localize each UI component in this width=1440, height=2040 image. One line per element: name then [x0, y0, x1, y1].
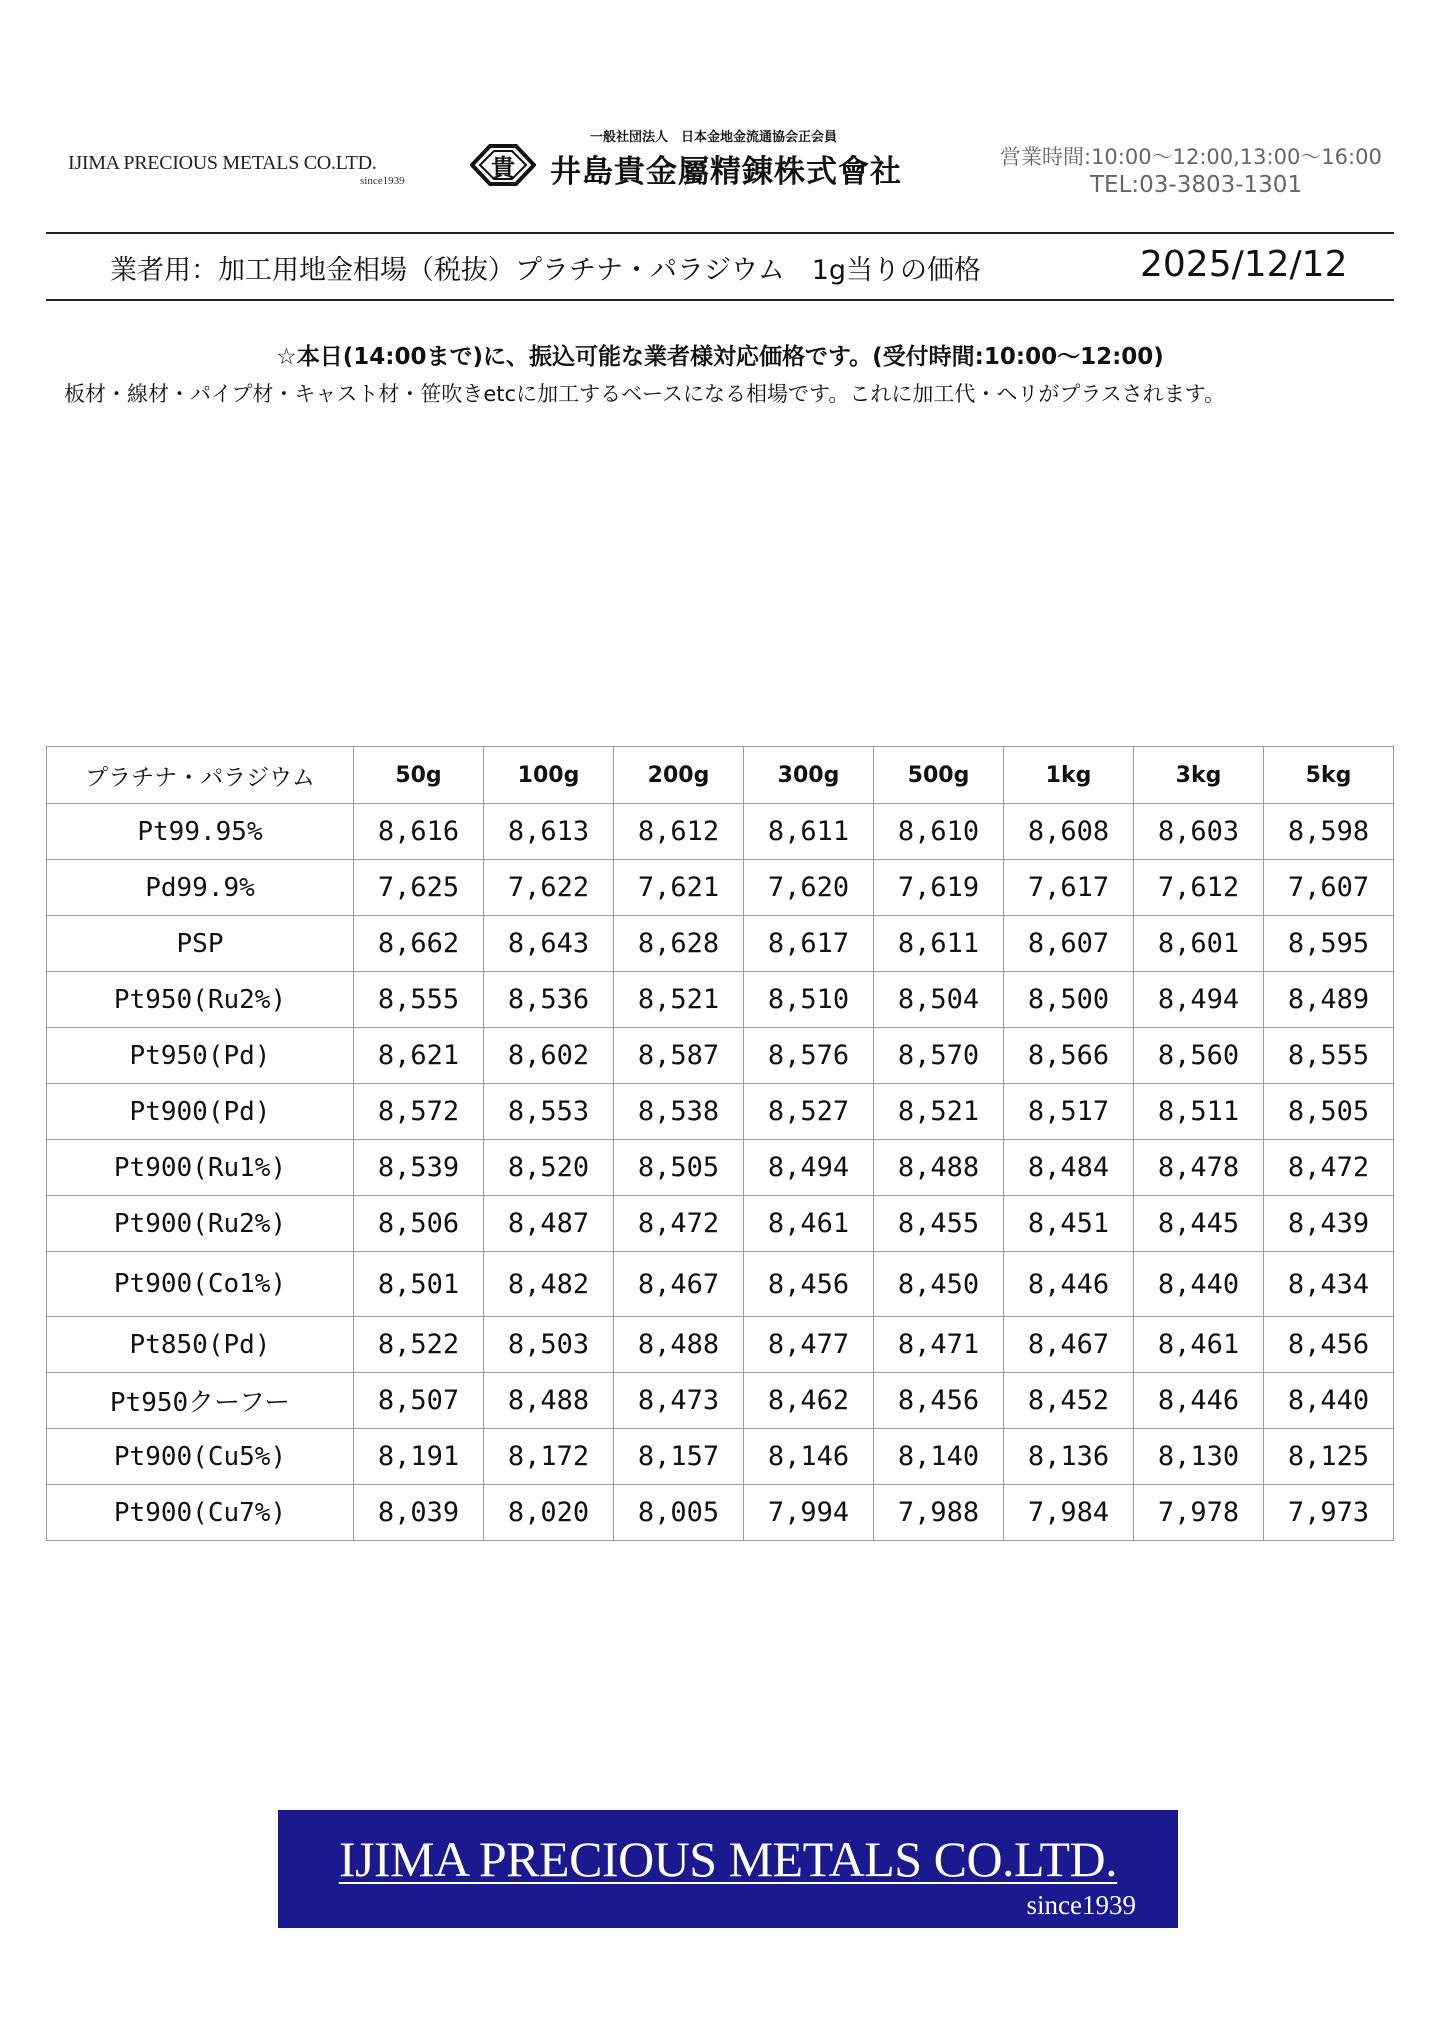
footer-since: since1939 [1026, 1890, 1136, 1920]
price-cell: 8,612 [614, 804, 744, 860]
price-cell: 8,489 [1264, 972, 1394, 1028]
price-cell: 8,440 [1134, 1252, 1264, 1317]
table-row [47, 1084, 1394, 1140]
price-cell: 8,446 [1004, 1252, 1134, 1317]
metal-name-cell: Pt850(Pd) [47, 1317, 354, 1373]
price-cell: 8,487 [484, 1196, 614, 1252]
table-row [47, 916, 1394, 972]
price-cell: 8,601 [1134, 916, 1264, 972]
price-cell: 7,621 [614, 860, 744, 916]
price-cell: 8,146 [744, 1429, 874, 1485]
price-cell: 8,467 [1004, 1317, 1134, 1373]
price-cell: 7,607 [1264, 860, 1394, 916]
price-cell: 8,461 [1134, 1317, 1264, 1373]
price-cell: 8,603 [1134, 804, 1264, 860]
table-row [47, 1140, 1394, 1196]
price-cell: 8,607 [1004, 916, 1134, 972]
table-row [47, 860, 1394, 916]
price-cell: 8,621 [354, 1028, 484, 1084]
price-cell: 8,484 [1004, 1140, 1134, 1196]
metal-name-cell: Pt900(Ru2%) [47, 1196, 354, 1252]
table-row [47, 1317, 1394, 1373]
price-cell: 7,622 [484, 860, 614, 916]
metal-name-cell: Pt99.95% [47, 804, 354, 860]
price-cell: 8,610 [874, 804, 1004, 860]
price-cell: 8,616 [354, 804, 484, 860]
price-cell: 8,473 [614, 1373, 744, 1429]
price-cell: 8,504 [874, 972, 1004, 1028]
price-cell: 8,576 [744, 1028, 874, 1084]
price-cell: 8,521 [614, 972, 744, 1028]
price-table [46, 746, 1394, 1541]
logo-character: 貴 [491, 154, 515, 182]
price-cell: 7,619 [874, 860, 1004, 916]
table-row [47, 1429, 1394, 1485]
brand-since: since1939 [360, 175, 405, 187]
price-cell: 8,020 [484, 1485, 614, 1541]
price-cell: 8,505 [614, 1140, 744, 1196]
price-cell: 8,566 [1004, 1028, 1134, 1084]
business-hours: 営業時間:10:00〜12:00,13:00〜16:00 [1000, 145, 1382, 169]
price-cell: 8,445 [1134, 1196, 1264, 1252]
price-cell: 8,039 [354, 1485, 484, 1541]
telephone-number: TEL:03-3803-1301 [1090, 172, 1303, 198]
price-cell: 8,478 [1134, 1140, 1264, 1196]
price-cell: 8,536 [484, 972, 614, 1028]
price-cell: 8,462 [744, 1373, 874, 1429]
metal-name-cell: Pt950(Ru2%) [47, 972, 354, 1028]
price-cell: 8,553 [484, 1084, 614, 1140]
price-cell: 7,620 [744, 860, 874, 916]
table-row [47, 1028, 1394, 1084]
company-name-japanese: 井島貴金屬精錬株式會社 [550, 154, 902, 190]
price-cell: 8,521 [874, 1084, 1004, 1140]
price-cell: 8,452 [1004, 1373, 1134, 1429]
table-row [47, 972, 1394, 1028]
price-cell: 7,617 [1004, 860, 1134, 916]
column-header-metal: プラチナ・パラジウム [47, 747, 354, 804]
price-cell: 8,555 [354, 972, 484, 1028]
price-cell: 8,520 [484, 1140, 614, 1196]
price-cell: 8,608 [1004, 804, 1134, 860]
price-cell: 8,456 [744, 1252, 874, 1317]
column-header-weight: 1kg [1004, 747, 1134, 804]
price-cell: 8,643 [484, 916, 614, 972]
price-cell: 8,538 [614, 1084, 744, 1140]
price-cell: 8,517 [1004, 1084, 1134, 1140]
price-cell: 8,136 [1004, 1429, 1134, 1485]
price-cell: 8,628 [614, 916, 744, 972]
brand-name-english: IJIMA PRECIOUS METALS CO.LTD. [68, 152, 377, 174]
price-cell: 7,625 [354, 860, 484, 916]
column-header-weight: 3kg [1134, 747, 1264, 804]
title-top-rule [46, 232, 1394, 234]
metal-name-cell: Pt900(Ru1%) [47, 1140, 354, 1196]
price-cell: 8,446 [1134, 1373, 1264, 1429]
metal-name-cell: Pt900(Cu5%) [47, 1429, 354, 1485]
price-date: 2025/12/12 [1140, 244, 1348, 285]
price-cell: 8,598 [1264, 804, 1394, 860]
price-cell: 8,451 [1004, 1196, 1134, 1252]
price-cell: 8,527 [744, 1084, 874, 1140]
price-cell: 8,617 [744, 916, 874, 972]
price-cell: 8,005 [614, 1485, 744, 1541]
price-cell: 8,140 [874, 1429, 1004, 1485]
notice-primary: ☆本日(14:00まで)に、振込可能な業者様対応価格です。(受付時間:10:00〜12:00) [276, 344, 1164, 370]
price-cell: 8,507 [354, 1373, 484, 1429]
price-cell: 8,505 [1264, 1084, 1394, 1140]
column-header-weight: 200g [614, 747, 744, 804]
price-cell: 8,510 [744, 972, 874, 1028]
price-cell: 8,472 [614, 1196, 744, 1252]
footer-company-name: IJIMA PRECIOUS METALS CO.LTD. [338, 1831, 1118, 1887]
price-cell: 7,984 [1004, 1485, 1134, 1541]
price-cell: 8,439 [1264, 1196, 1394, 1252]
price-cell: 7,994 [744, 1485, 874, 1541]
price-cell: 8,501 [354, 1252, 484, 1317]
price-cell: 8,662 [354, 916, 484, 972]
column-header-weight: 5kg [1264, 747, 1394, 804]
price-cell: 8,572 [354, 1084, 484, 1140]
price-cell: 8,125 [1264, 1429, 1394, 1485]
price-cell: 8,456 [874, 1373, 1004, 1429]
price-cell: 8,440 [1264, 1373, 1394, 1429]
price-cell: 8,611 [744, 804, 874, 860]
price-cell: 8,157 [614, 1429, 744, 1485]
price-cell: 8,613 [484, 804, 614, 860]
metal-name-cell: Pt900(Co1%) [47, 1252, 354, 1317]
price-table-body [47, 804, 1394, 1541]
metal-name-cell: PSP [47, 916, 354, 972]
table-row [47, 1373, 1394, 1429]
footer-logo-banner [278, 1810, 1178, 1928]
price-cell: 8,488 [874, 1140, 1004, 1196]
price-cell: 8,570 [874, 1028, 1004, 1084]
price-cell: 8,511 [1134, 1084, 1264, 1140]
price-cell: 7,978 [1134, 1485, 1264, 1541]
price-cell: 8,522 [354, 1317, 484, 1373]
price-cell: 7,988 [874, 1485, 1004, 1541]
column-header-weight: 300g [744, 747, 874, 804]
price-cell: 8,450 [874, 1252, 1004, 1317]
metal-name-cell: Pt900(Pd) [47, 1084, 354, 1140]
price-cell: 8,461 [744, 1196, 874, 1252]
price-cell: 8,602 [484, 1028, 614, 1084]
price-cell: 8,455 [874, 1196, 1004, 1252]
price-table-header-row [47, 747, 1394, 804]
page-title: 業者用：加工用地金相場（税抜）プラチナ・パラジウム 1g当りの価格 [110, 255, 982, 286]
price-cell: 8,488 [614, 1317, 744, 1373]
table-row [47, 1196, 1394, 1252]
price-cell: 8,488 [484, 1373, 614, 1429]
price-cell: 8,130 [1134, 1429, 1264, 1485]
association-membership: 一般社団法人 日本金地金流通協会正会員 [590, 130, 838, 145]
metal-name-cell: Pt950クーフー [47, 1373, 354, 1429]
price-cell: 8,172 [484, 1429, 614, 1485]
metal-name-cell: Pt900(Cu7%) [47, 1485, 354, 1541]
table-row [47, 804, 1394, 860]
company-logo-icon [470, 142, 536, 188]
price-cell: 8,587 [614, 1028, 744, 1084]
price-cell: 8,500 [1004, 972, 1134, 1028]
price-cell: 8,555 [1264, 1028, 1394, 1084]
price-cell: 8,494 [1134, 972, 1264, 1028]
price-cell: 8,471 [874, 1317, 1004, 1373]
price-cell: 8,472 [1264, 1140, 1394, 1196]
price-cell: 8,456 [1264, 1317, 1394, 1373]
price-cell: 8,494 [744, 1140, 874, 1196]
price-cell: 8,482 [484, 1252, 614, 1317]
column-header-weight: 100g [484, 747, 614, 804]
price-cell: 8,595 [1264, 916, 1394, 972]
metal-name-cell: Pt950(Pd) [47, 1028, 354, 1084]
price-cell: 8,503 [484, 1317, 614, 1373]
price-cell: 8,467 [614, 1252, 744, 1317]
price-cell: 7,612 [1134, 860, 1264, 916]
table-row [47, 1485, 1394, 1541]
price-cell: 8,539 [354, 1140, 484, 1196]
price-cell: 8,477 [744, 1317, 874, 1373]
title-bottom-rule [46, 299, 1394, 301]
price-cell: 8,560 [1134, 1028, 1264, 1084]
metal-name-cell: Pd99.9% [47, 860, 354, 916]
column-header-weight: 50g [354, 747, 484, 804]
price-cell: 8,611 [874, 916, 1004, 972]
price-cell: 7,973 [1264, 1485, 1394, 1541]
table-row [47, 1252, 1394, 1317]
price-cell: 8,506 [354, 1196, 484, 1252]
price-cell: 8,191 [354, 1429, 484, 1485]
column-header-weight: 500g [874, 747, 1004, 804]
notice-secondary: 板材・線材・パイプ材・キャスト材・笹吹きetcに加工するベースになる相場です。これに加工代・ヘリがプラスされます。 [64, 382, 1226, 406]
price-cell: 8,434 [1264, 1252, 1394, 1317]
